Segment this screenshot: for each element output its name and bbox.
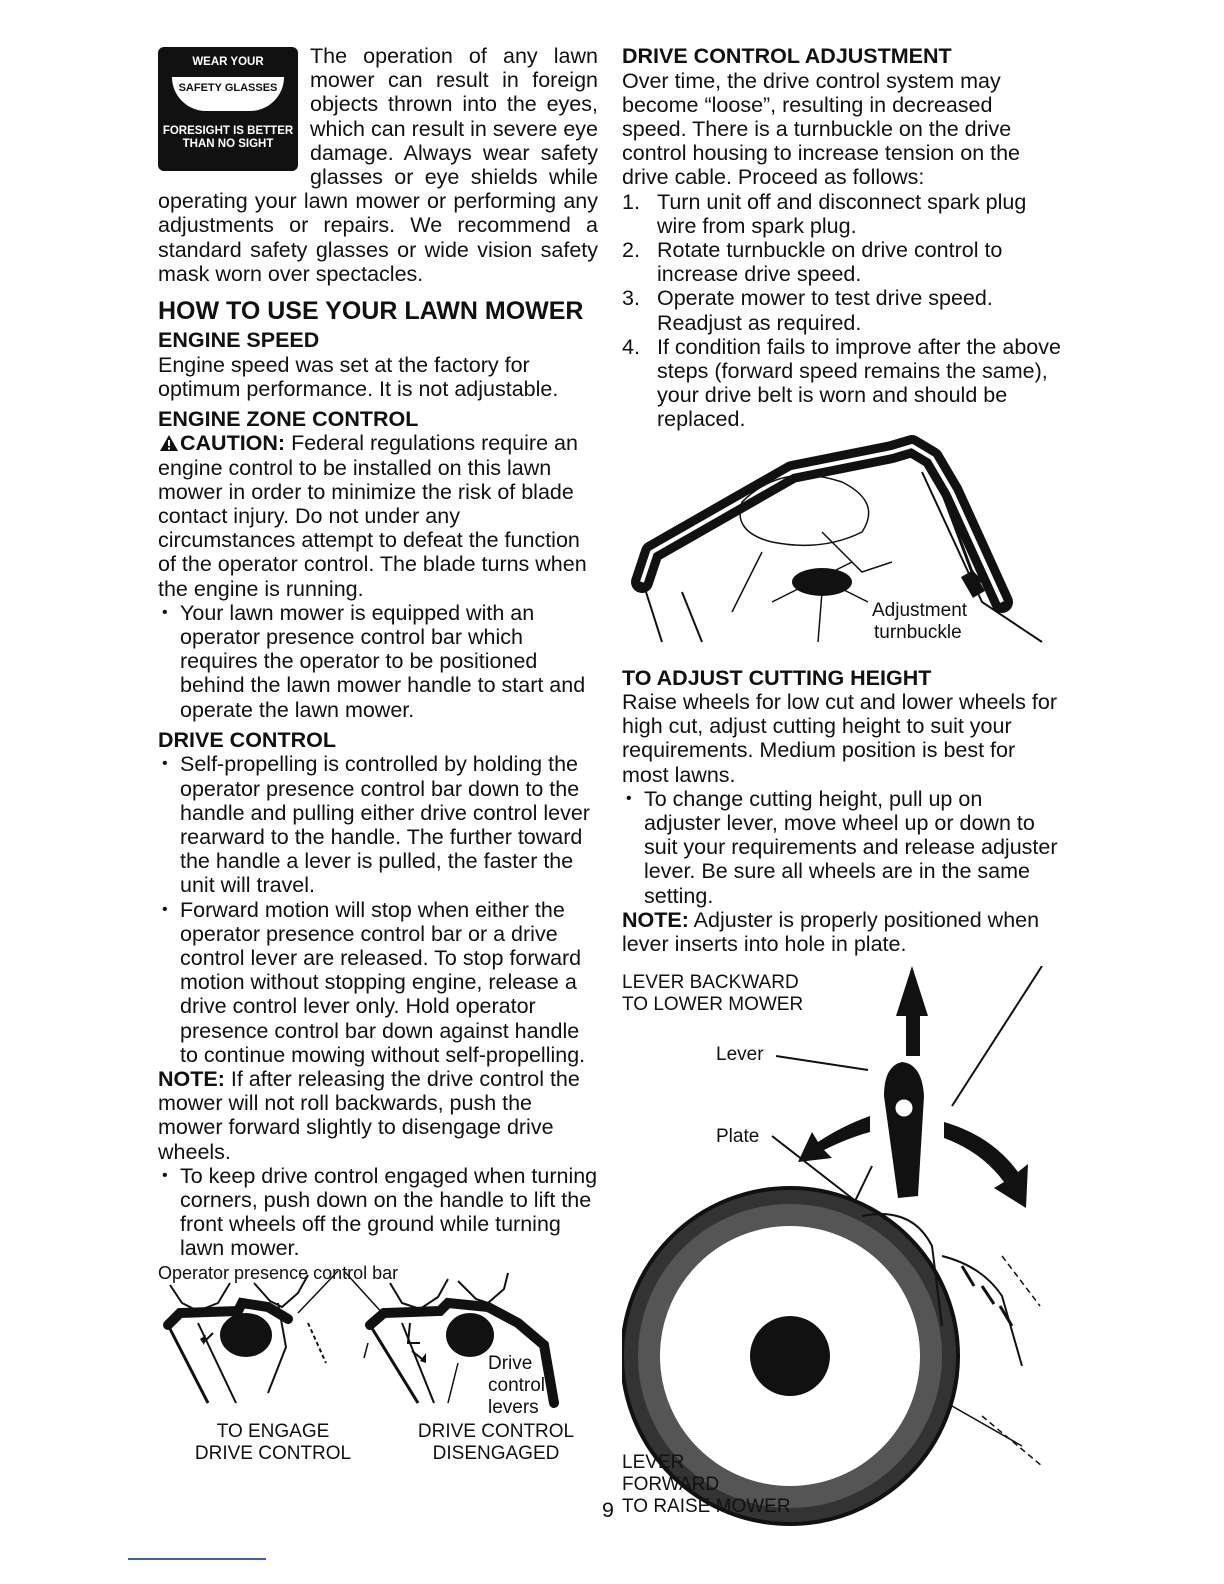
step-number: 3.	[622, 286, 640, 311]
lever-forward-line2: FORWARD	[622, 1474, 720, 1496]
drive-adjust-text: Over time, the drive control system may become “loose”, resulting in decreased speed. There is a turnbuckle on the drive control housing to increase tension on the drive cable. Proceed as follows:	[622, 68, 1021, 190]
caution-paragraph	[158, 431, 598, 600]
list-item: • Forward motion will stop when either the operator presence control bar or a drive control lever are released. To stop forward motion without stopping engine, release a drive control lever only. Hold operator presence control bar down against handle to continue mowing without self-propelling.	[158, 898, 598, 1067]
note-text: If after releasing the drive control the mower will not roll backwards, push the mower forward slightly to disengage drive wheels.	[158, 1067, 580, 1164]
drive-control-heading: DRIVE CONTROL	[158, 727, 336, 752]
turnbuckle-label	[872, 600, 967, 644]
list-item	[622, 286, 1062, 334]
caution-label: CAUTION:	[180, 431, 286, 456]
step-number: 4.	[622, 334, 640, 359]
engine-speed-heading: ENGINE SPEED	[158, 328, 320, 353]
list-item: • To keep drive control engaged when turning corners, push down on the handle to lift the front wheels off the ground while turning lawn mower.	[158, 1164, 598, 1261]
badge-top-text: WEAR YOUR	[192, 56, 264, 68]
drive-levers-line1: Drive	[488, 1352, 533, 1374]
intro-paragraph: The operation of any lawn mower can result in foreign objects thrown into the eyes, which can result in severe eye damage. Always wear safety glasses or eye shields while operating your lawn mower or performing any adjustments or repairs. We recommend a standard safety glasses or wide vision safety mask worn over spectacles.	[158, 44, 599, 286]
turnbuckle-label-line1: Adjustment	[872, 599, 968, 621]
lever-forward-line1: LEVER	[622, 1452, 685, 1474]
step-text: Turn unit off and disconnect spark plug wire from spark plug.	[657, 189, 1027, 238]
lever-backward-line1: LEVER BACKWARD	[622, 972, 799, 994]
drive-control-list-2	[158, 1164, 598, 1261]
wheel-height-illustration	[622, 966, 1062, 1526]
drive-control-note	[158, 1067, 598, 1164]
badge-bottom-text	[158, 125, 298, 151]
turnbuckle-label-line2: turnbuckle	[874, 621, 962, 643]
badge-bottom-line1: FORESIGHT IS BETTER	[162, 125, 294, 137]
disengaged-caption	[408, 1421, 584, 1465]
step-text: Operate mower to test drive speed. Readjust as required.	[657, 286, 993, 335]
disengaged-caption-line1: DRIVE CONTROL	[417, 1420, 575, 1442]
footer-underline	[128, 1558, 266, 1560]
lever-label: Lever	[716, 1044, 764, 1066]
cutting-height-list	[622, 787, 1062, 908]
engage-caption	[188, 1421, 358, 1465]
engage-caption-line2: DRIVE CONTROL	[194, 1442, 352, 1464]
safety-glasses-badge	[158, 47, 298, 171]
engine-zone-list	[158, 601, 598, 722]
operator-bar-label: Operator presence control bar	[158, 1262, 399, 1283]
badge-middle-text: SAFETY GLASSES	[172, 77, 284, 111]
list-item: • To change cutting height, pull up on adjuster lever, move wheel up or down to suit your requirements and release adjuster lever. Be sure all wheels are in the same setting.	[622, 787, 1062, 908]
engage-caption-line1: TO ENGAGE	[216, 1420, 330, 1442]
note-label: NOTE:	[158, 1067, 225, 1092]
left-column	[158, 44, 598, 1463]
drive-adjust-heading: DRIVE CONTROL ADJUSTMENT	[622, 44, 952, 68]
drive-control-figure	[158, 1263, 598, 1463]
plate-label: Plate	[716, 1126, 760, 1148]
step-text: If condition fails to improve after the above steps (forward speed remains the same), your drive belt is worn and should be replaced.	[657, 334, 1061, 432]
engine-speed-text: Engine speed was set at the factory for optimum performance. It is not adjustable.	[158, 352, 559, 401]
list-item	[622, 190, 1062, 238]
list-item	[622, 335, 1062, 432]
list-item: • Self-propelling is controlled by holding the operator presence control bar down to the handle and pulling either drive control lever rearward to the handle. The further toward the handle a lever is pulled, the faster the unit will travel.	[158, 752, 598, 897]
turnbuckle-illustration	[622, 432, 1062, 660]
lever-backward-line2: TO LOWER MOWER	[622, 994, 804, 1016]
badge-bottom-line2: THAN NO SIGHT	[182, 138, 274, 150]
lever-forward-label	[622, 1452, 791, 1518]
drive-levers-label	[488, 1353, 545, 1419]
note-label: NOTE:	[622, 907, 689, 932]
engine-zone-heading: ENGINE ZONE CONTROL	[158, 406, 419, 431]
lever-backward-label	[622, 972, 803, 1016]
caution-text: Federal regulations require an engine control to be installed on this lawn mower in order to minimize the risk of blade contact injury. Do not under any circumstances attempt to defeat the function of the operator control. The blade turns when the engine is running.	[158, 431, 587, 601]
note-text: Adjuster is properly positioned when lever inserts into hole in plate.	[622, 907, 1040, 957]
turnbuckle-figure	[622, 432, 1062, 660]
caution-triangle-icon	[158, 431, 180, 455]
cutting-height-heading: TO ADJUST CUTTING HEIGHT	[622, 665, 932, 690]
step-text: Rotate turnbuckle on drive control to increase drive speed.	[657, 237, 1003, 287]
drive-levers-line3: levers	[488, 1396, 539, 1418]
cutting-height-text: Raise wheels for low cut and lower wheels for high cut, adjust cutting height to suit your requirements. Medium position is best for most lawns.	[622, 690, 1057, 787]
step-number: 2.	[622, 237, 640, 262]
right-column	[622, 44, 1062, 1526]
disengaged-caption-line2: DISENGAGED	[432, 1442, 560, 1464]
drive-levers-line2: control	[488, 1374, 546, 1396]
step-number: 1.	[622, 189, 640, 214]
page-number: 9	[602, 1498, 614, 1522]
list-item: • Your lawn mower is equipped with an operator presence control bar which requires the operator to be positioned behind the lawn mower handle to start and operate the lawn mower.	[158, 601, 598, 722]
wheel-height-figure	[622, 966, 1062, 1526]
list-item	[622, 238, 1062, 286]
drive-control-list	[158, 752, 598, 1067]
lever-forward-line3: TO RAISE MOWER	[622, 1496, 791, 1518]
cutting-height-note	[622, 908, 1062, 956]
main-heading: HOW TO USE YOUR LAWN MOWER	[158, 297, 584, 326]
drive-adjust-steps	[622, 190, 1062, 432]
